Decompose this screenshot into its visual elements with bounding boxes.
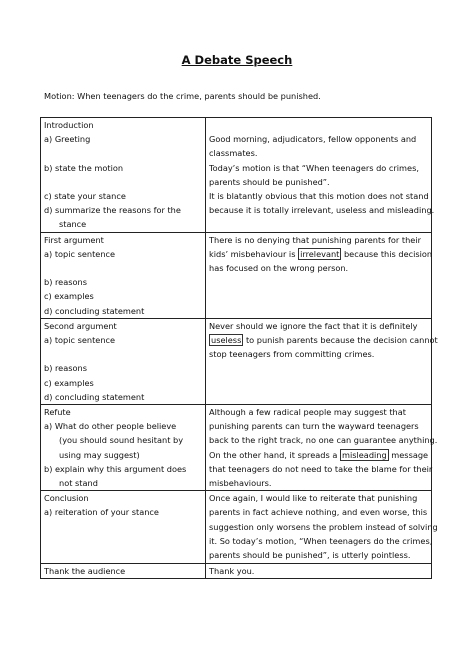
speech-line: Although a few radical people may suggest that: [209, 407, 406, 417]
speech-line: punishing parents can turn the wayward teenagers: [209, 421, 419, 432]
speech-line: it. So today’s motion, “When teenagers do the crimes,: [209, 535, 433, 546]
speech-line: It is blatantly obvious that this motion does not stand: [209, 191, 429, 201]
stage-item: using may suggest): [59, 449, 140, 460]
row-heading: First argument: [44, 234, 104, 245]
stage-item: a) topic sentence: [44, 335, 116, 345]
boxed-word: useless: [211, 335, 242, 345]
speech-cell: [206, 491, 438, 564]
speech-line: Good morning, adjudicators, fellow opponents and: [209, 134, 417, 145]
speech-line: classmates.: [209, 148, 258, 159]
stage-item: a) reiteration of your stance: [44, 507, 159, 518]
table-row-conclusion: [41, 491, 432, 564]
row-heading: Thank the audience: [44, 566, 126, 577]
speech-line: because it is totally irrelevant, useless and misleading.: [209, 205, 435, 216]
stage-cell: [41, 118, 206, 233]
stage-item: c) examples: [44, 377, 94, 388]
speech-line: There is no denying that punishing parents for their: [209, 234, 421, 245]
row-heading: Introduction: [44, 120, 94, 130]
speech-line: suggestion only worsens the problem instead of solving: [209, 521, 438, 532]
stage-item: a) What do other people believe: [44, 421, 177, 432]
table-row-thanks: [41, 564, 432, 579]
speech-text: On the other hand, it spreads a: [209, 449, 340, 460]
table-row-first-argument: [41, 232, 432, 318]
speech-table: [40, 117, 438, 579]
stage-item: b) reasons: [44, 363, 87, 374]
stage-cell: [41, 232, 206, 318]
stage-item: b) explain why this argument does: [44, 463, 187, 474]
boxed-word: irrelevant: [300, 248, 340, 259]
speech-cell: [206, 318, 438, 404]
stage-item: b) state the motion: [44, 162, 124, 173]
table-row-refute: [41, 405, 432, 491]
speech-cell: [206, 232, 432, 318]
stage-item: b) reasons: [44, 277, 87, 288]
speech-line: parents should be punished”.: [209, 176, 330, 187]
table-row-introduction: [41, 118, 432, 233]
stage-cell: [41, 491, 206, 564]
speech-line: [209, 247, 433, 261]
stage-cell: [41, 318, 206, 404]
stage-item: d) concluding statement: [44, 391, 145, 402]
speech-line: has focused on the wrong person.: [209, 263, 349, 273]
page-title: A Debate Speech: [181, 53, 293, 67]
speech-line: Today’s motion is that “When teenagers do crimes,: [209, 162, 419, 173]
speech-line: misbehaviours.: [209, 478, 272, 489]
speech-text: to punish parents because the decision cannot: [243, 335, 438, 345]
speech-line: parents in fact achieve nothing, and even worse, this: [209, 507, 428, 518]
stage-cell: [41, 405, 206, 491]
table-row-second-argument: [41, 318, 432, 404]
stage-item: d) summarize the reasons for the: [44, 205, 181, 216]
boxed-word: misleading: [341, 449, 387, 460]
speech-line: Once again, I would like to reiterate that punishing: [209, 493, 418, 504]
stage-item: stance: [59, 219, 87, 230]
speech-cell: [206, 405, 438, 491]
stage-item: c) state your stance: [44, 190, 126, 201]
speech-line: stop teenagers from committing crimes.: [209, 349, 375, 360]
row-heading: Refute: [44, 407, 71, 417]
stage-item: d) concluding statement: [44, 305, 145, 316]
row-heading: Second argument: [44, 320, 117, 331]
speech-line: Never should we ignore the fact that it is definitely: [209, 320, 418, 331]
stage-item: c) examples: [44, 291, 94, 302]
stage-item: (you should sound hesitant by: [59, 435, 184, 446]
motion-statement: Motion: When teenagers do the crime, parents should be punished.: [44, 91, 321, 101]
stage-item: a) Greeting: [44, 134, 91, 145]
speech-line: [209, 333, 438, 347]
stage-item: not stand: [59, 478, 98, 489]
speech-text: because this decision: [341, 248, 433, 259]
row-heading: Conclusion: [44, 493, 89, 504]
speech-line: [209, 448, 428, 462]
speech-cell: [206, 118, 435, 233]
speech-line: that teenagers do not need to take the blame for their: [209, 463, 433, 474]
speech-line: Thank you.: [209, 566, 255, 577]
stage-cell: [41, 564, 206, 579]
speech-text: message: [388, 449, 429, 460]
speech-text: kids’ misbehaviour is: [209, 248, 299, 259]
speech-line: parents should be punished”, is utterly pointless.: [209, 550, 411, 561]
speech-line: back to the right track, no one can guarantee anything.: [209, 435, 438, 446]
speech-cell: [206, 564, 432, 579]
stage-item: a) topic sentence: [44, 248, 116, 259]
